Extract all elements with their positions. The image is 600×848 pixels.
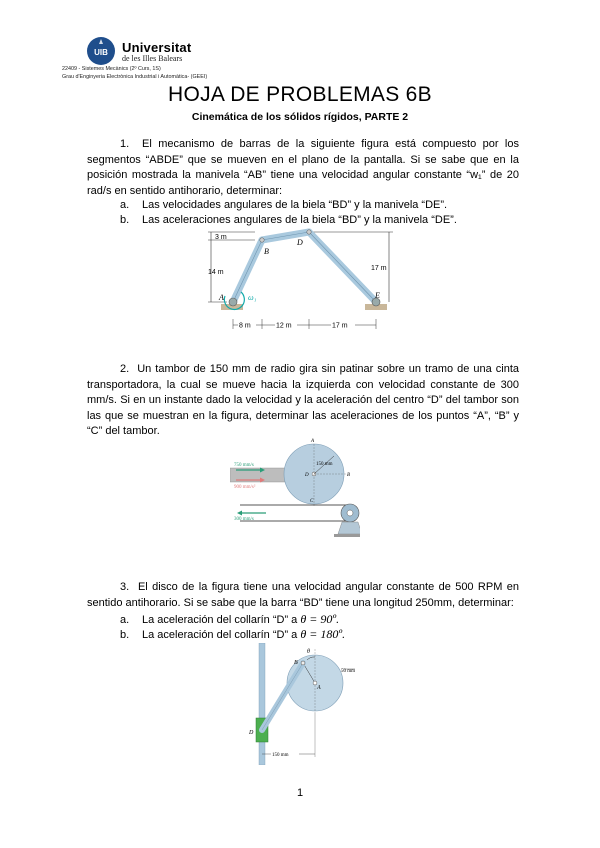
course-info [62,65,207,81]
theta-value: θ = 90º. [300,612,340,626]
problem-3-item-b [120,627,345,644]
label-D: D [249,730,254,736]
label-D: D [297,238,303,247]
radius-label: 150 mm [316,462,333,467]
a-label: 900 mm/s² [234,485,256,490]
h-label: 150 mm [272,753,289,758]
label-A: A [317,685,321,691]
problem-2-text [87,362,519,440]
label-A: A [311,439,315,444]
course-line-2: Grau d'Enginyeria Electrònica Industrial i Automàtica- (GEEI) [62,74,208,80]
figure-linkage [205,226,405,336]
problem-3-body: El disco de la figura tiene una velocidad angular constante de 500 RPM en sentido antihorario. Si se sabe que la barra “BD” tiene una longitud 250mm, determinar: [87,581,519,609]
r-label: 50 mm [341,669,356,674]
course-line-1: 22409 - Sistemes Mecànics (2º Curs, 1S) [62,66,161,72]
item-letter: a. [120,614,130,626]
problem-2-number: 2. [120,363,130,375]
omega-label: ω₁ [248,293,257,302]
item-letter: a. [120,199,130,211]
label-C: C [310,499,314,504]
label-B: B [264,247,269,256]
university-name: Universitat [122,40,192,55]
label-D: D [305,473,309,478]
problem-1-number: 1. [120,138,130,150]
figure-disk-collar [245,643,365,765]
problem-3-text [87,580,519,611]
label-A: A [219,293,224,302]
page-subtitle: Cinemática de los sólidos rígidos, PARTE 2 [191,111,409,123]
item-text: La aceleración del collarín “D” a [142,614,301,626]
figure-drum [230,436,360,551]
item-letter: b. [120,214,130,226]
page-title: HOJA DE PROBLEMAS 6B [168,83,432,106]
item-text: Las aceleraciones angulares de la biela “BD” y la manivela “DE”. [142,214,457,226]
label-B: B [294,660,298,666]
logo-text: UIB [94,48,108,57]
university-name-block [122,40,191,63]
dim-14m: 14 m [208,269,224,276]
item-text: La aceleración del collarín “D” a [142,629,301,641]
item-letter: b. [120,629,130,641]
item-text: Las velocidades angulares de la biela “BD” y la manivela “DE”. [142,199,448,211]
label-B: B [347,473,351,478]
theta-label: θ [307,649,310,655]
problem-3-number: 3. [120,581,130,593]
dim-3m: 3 m [215,234,227,241]
uib-logo [86,36,116,66]
problem-1-item-a [120,198,447,214]
dim-8m: 8 m [239,322,251,330]
dim-17m-h: 17 m [332,322,348,330]
problem-1-text [87,137,519,199]
belt-label: 300 mm/s [234,517,254,522]
page-number: 1 [296,787,304,799]
problem-1-body: El mecanismo de barras de la siguiente figura está compuesto por los segmentos “ABDE” que se mueven en el plano de la pantalla. Si se sabe que en la posición mostrada la manivela “AB” tiene una velocidad angular constante “w₁” de 20 rad/s en sentido antihorario, determinar: [87,138,519,197]
dim-12m: 12 m [276,322,292,330]
university-sub: de les Illes Balears [122,54,183,63]
label-E: E [375,291,380,300]
dim-17m-v: 17 m [371,265,387,272]
theta-value: θ = 180º. [300,627,346,641]
problem-2-body: Un tambor de 150 mm de radio gira sin patinar sobre un tramo de una cinta transportadora, la cual se mueve hacia la izquierda con velocidad constante de 300 mm/s. Si en un instante dado la velocidad y la aceleración del centro “D” del tambor son las que se muestran en la figura, determinar las aceleraciones de los puntos “A”, “B” y “C” del tambor. [87,363,519,437]
v-label: 750 mm/s [234,463,254,468]
